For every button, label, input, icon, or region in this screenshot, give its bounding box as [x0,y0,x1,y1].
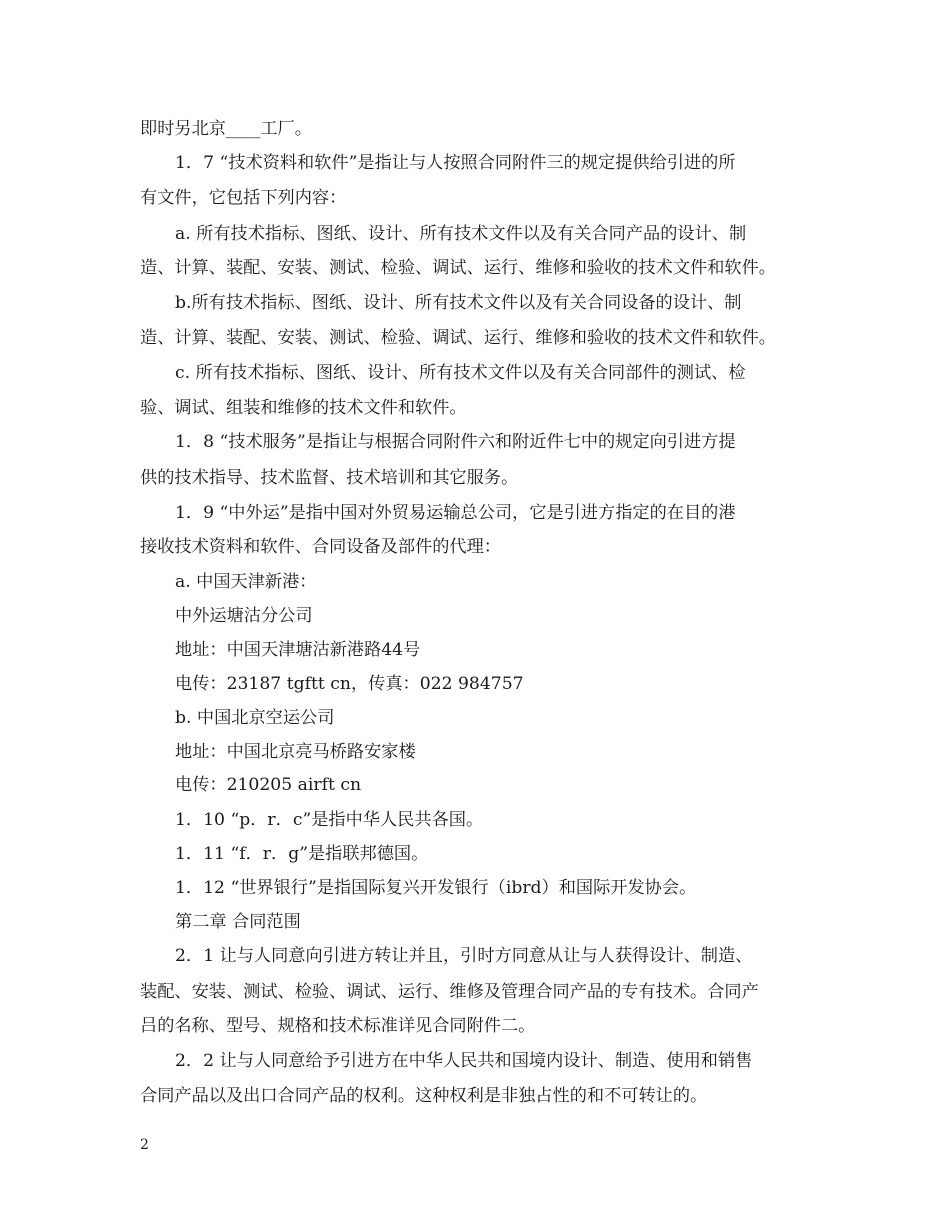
text-line: 验、调试、组装和维修的技术文件和软件。 [140,398,467,418]
text-line: 中外运塘沽分公司 [175,606,313,626]
text-line: 吕的名称、型号、规格和技术标准详见合同附件二。 [140,1016,536,1036]
text-line: 1．11 “f．r．g”是指联邦德国。 [175,844,429,864]
text-line: 1．7 “技术资料和软件”是指让与人按照合同附件三的规定提供给引进的所 [175,153,736,173]
text-line: 造、计算、装配、安装、测试、检验、调试、运行、维修和验收的技术文件和软件。 [140,328,776,348]
text-line: a. 中国天津新港： [175,572,317,592]
text-line: 1．9 “中外运”是指中国对外贸易运输总公司，它是引进方指定的在目的港 [175,503,736,523]
section-heading: 第二章 合同范围 [175,912,301,932]
text-line: 1．8 “技术服务”是指让与根据合同附件六和附近件七中的规定向引进方提 [175,432,736,452]
text-line: 地址：中国天津塘沽新港路44号 [175,640,421,660]
text-line: 1．10 “p．r．c”是指中华人民共各国。 [175,810,484,830]
text-line: 电传：23187 tgftt cn，传真：022 984757 [175,674,524,694]
page-number: 2 [140,1137,149,1153]
text-line: b.所有技术指标、图纸、设计、所有技术文件以及有关合同设备的设计、制 [175,293,742,313]
text-line: 有文件，它包括下列内容： [140,188,347,208]
text-line: a. 所有技术指标、图纸、设计、所有技术文件以及有关合同产品的设计、制 [175,224,747,244]
text-line: 造、计算、装配、安装、测试、检验、调试、运行、维修和验收的技术文件和软件。 [140,258,776,278]
text-line: 地址：中国北京亮马桥路安家楼 [175,742,416,762]
text-line: 1．12 “世界银行”是指国际复兴开发银行（ibrd）和国际开发协会。 [175,878,697,898]
text-line: 2．1 让与人同意向引进方转让并且，引时方同意从让与人获得设计、制造、 [175,946,753,966]
text-line: 即时另北京____工厂。 [140,119,312,139]
text-line: 接收技术资料和软件、合同设备及部件的代理： [140,537,501,557]
text-line: 合同产品以及出口合同产品的权利。这种权利是非独占性的和不可转让的。 [140,1086,708,1106]
text-line: b. 中国北京空运公司 [175,708,335,728]
text-line: 电传：210205 airft cn [175,775,362,795]
text-line: 装配、安装、测试、检验、调试、运行、维修及管理合同产品的专有技术。合同产 [140,982,759,1002]
text-line: 2．2 让与人同意给予引进方在中华人民共和国境内设计、制造、使用和销售 [175,1051,753,1071]
text-line: 供的技术指导、技术监督、技术培训和其它服务。 [140,468,519,488]
text-line: c. 所有技术指标、图纸、设计、所有技术文件以及有关合同部件的测试、检 [175,363,746,383]
